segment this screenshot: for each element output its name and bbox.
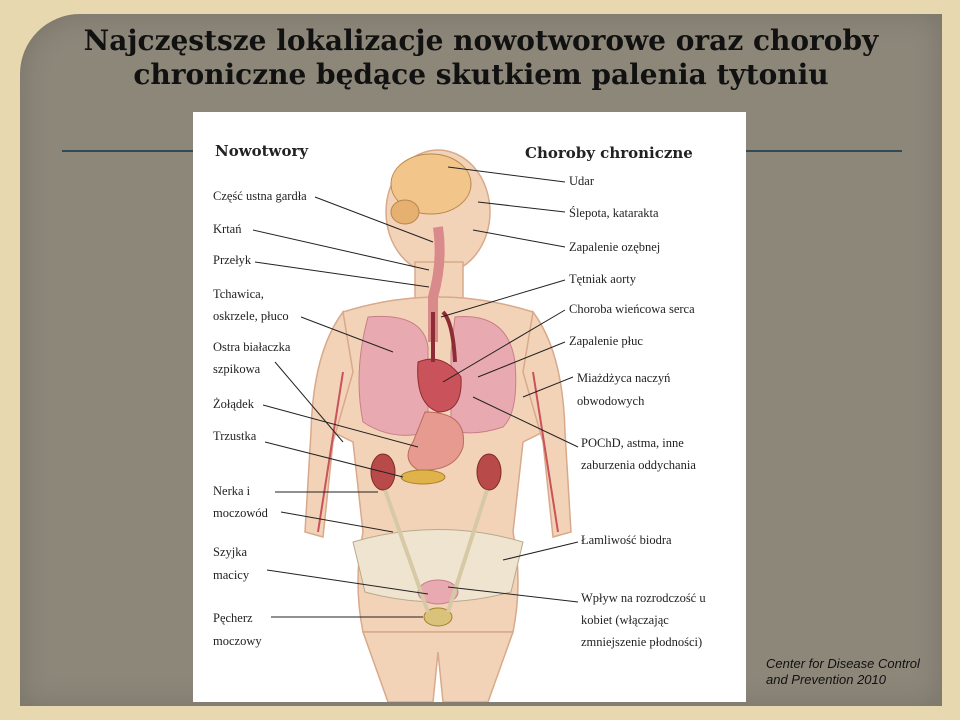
title-line-2: chroniczne będące skutkiem palenia tytoniu <box>133 58 829 91</box>
label-pneumonia: Zapalenie płuc <box>569 334 643 348</box>
label-atherosclerosis: Miażdżyca naczyń <box>577 371 671 385</box>
label-copd-2: zaburzenia oddychania <box>581 458 696 472</box>
label-cervix-2: macicy <box>213 568 250 582</box>
label-pancreas: Trzustka <box>213 429 257 443</box>
label-reproduction-2: kobiet (włączając <box>581 613 669 627</box>
decorative-line-left <box>62 150 194 152</box>
decorative-line-right <box>745 150 902 152</box>
cancers-heading: Nowotwory <box>215 142 309 160</box>
kidney-right <box>477 454 501 490</box>
label-stomach: Żołądek <box>213 397 254 411</box>
label-esophagus: Przełyk <box>213 253 252 267</box>
label-trachea: Tchawica, <box>213 287 264 301</box>
label-larynx: Krtań <box>213 222 242 236</box>
label-leukemia-2: szpikowa <box>213 362 261 376</box>
label-bronchus-lung: oskrzele, płuco <box>213 309 289 323</box>
label-reproduction: Wpływ na rozrodczość u <box>581 591 706 605</box>
label-atherosclerosis-2: obwodowych <box>577 394 645 408</box>
label-kidney: Nerka i <box>213 484 251 498</box>
label-coronary-disease: Choroba wieńcowa serca <box>569 302 695 316</box>
cerebellum <box>391 200 419 224</box>
label-periodontitis: Zapalenie ozębnej <box>569 240 661 254</box>
label-stroke: Udar <box>569 174 594 188</box>
anatomy-figure <box>193 112 746 702</box>
label-oropharynx: Część ustna gardła <box>213 189 307 203</box>
pancreas <box>401 470 445 484</box>
label-leukemia: Ostra białaczka <box>213 340 291 354</box>
credit-line-1: Center for Disease Control <box>766 656 920 671</box>
label-copd: POChD, astma, inne <box>581 436 684 450</box>
label-blindness: Ślepota, katarakta <box>569 206 659 220</box>
title-line-1: Najczęstsze lokalizacje nowotworowe oraz choroby <box>83 24 879 57</box>
credit-line-2: and Prevention 2010 <box>766 672 886 687</box>
label-hip-fracture: Łamliwość biodra <box>581 533 672 547</box>
chronic-diseases-heading: Choroby chroniczne <box>525 144 693 162</box>
label-ureter: moczowód <box>213 506 268 520</box>
source-credit <box>766 656 920 688</box>
slide-title <box>20 24 942 92</box>
label-bladder: Pęcherz <box>213 611 253 625</box>
label-reproduction-3: zmniejszenie płodności) <box>581 635 703 649</box>
label-cervix: Szyjka <box>213 545 248 559</box>
label-aortic-aneurysm: Tętniak aorty <box>569 272 636 286</box>
label-bladder-2: moczowy <box>213 634 262 648</box>
